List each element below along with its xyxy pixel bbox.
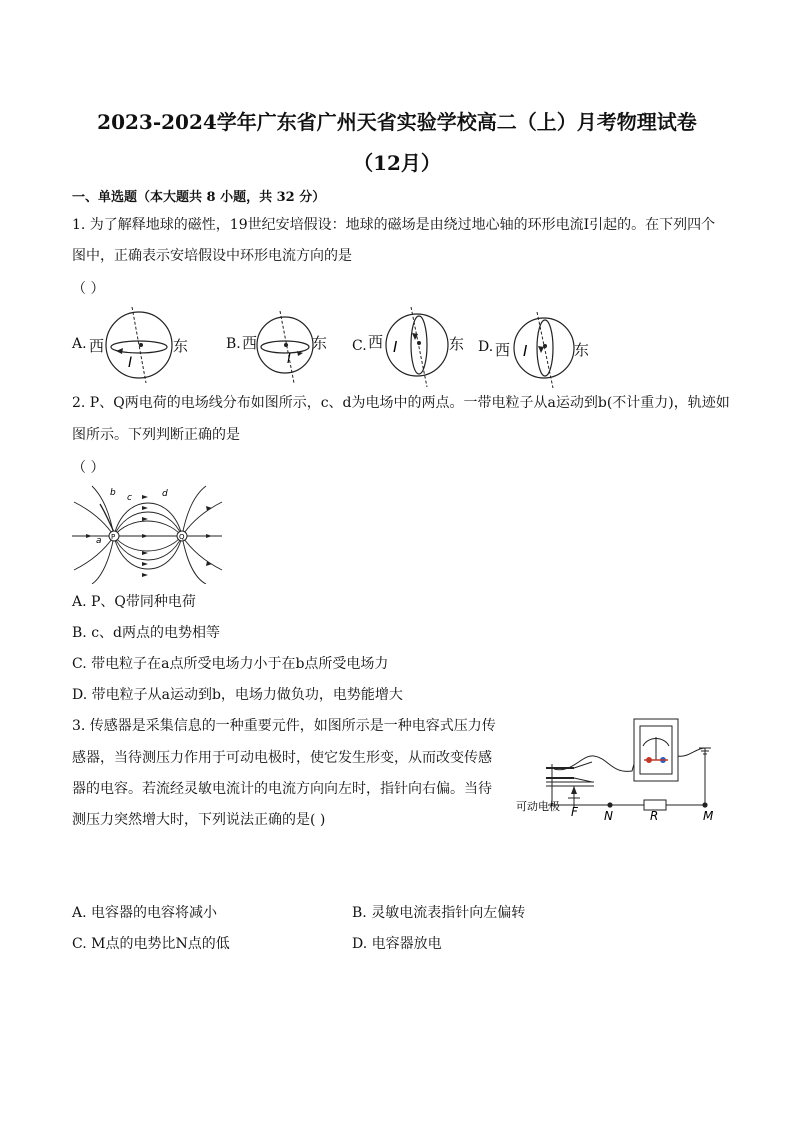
- q2-option-c[interactable]: C. 带电粒子在a点所受电场力小于在b点所受电场力: [72, 656, 389, 672]
- west-label: 西: [368, 333, 384, 351]
- point-b-label: b: [110, 488, 116, 498]
- q2-stem-line1: 2. P、Q两电荷的电场线分布如图所示，c、d为电场中的两点。一带电粒子从a运动到b(不计重力)，轨迹如: [72, 395, 730, 411]
- west-label: 西: [242, 334, 258, 352]
- section-heading: 一、单选题（本大题共 8 小题，共 32 分）: [72, 190, 326, 205]
- point-a-label: a: [96, 536, 102, 546]
- q1-answer-paren: （ ）: [72, 281, 105, 297]
- q1-option-a[interactable]: [72, 305, 202, 385]
- q1-option-d[interactable]: [478, 310, 608, 395]
- east-label: 东: [449, 335, 465, 353]
- charge-p-label: P: [111, 533, 116, 541]
- q3-stem-line2: 感器，当待测压力作用于可动电极时，使它发生形变，从而改变传感: [72, 750, 492, 766]
- current-label: I: [523, 342, 528, 360]
- east-label: 东: [312, 334, 328, 352]
- west-label: 西: [495, 341, 511, 359]
- point-c-label: c: [127, 493, 132, 503]
- q2-option-d[interactable]: D. 带电粒子从a运动到b，电场力做负功，电势能增大: [72, 687, 403, 703]
- q2-answer-paren: （ ）: [72, 460, 105, 476]
- option-letter: A.: [72, 336, 87, 352]
- q2-stem-line2: 图所示。下列判断正确的是: [72, 427, 240, 443]
- q1-option-c[interactable]: [352, 305, 472, 390]
- current-label: I: [128, 355, 133, 371]
- earth-current-diagram: [256, 307, 316, 387]
- q3-stem-line1: 3. 传感器是采集信息的一种重要元件，如图所示是一种电容式压力传: [72, 718, 496, 734]
- q2-option-b[interactable]: B. c、d两点的电势相等: [72, 625, 220, 641]
- option-letter: D.: [478, 339, 494, 355]
- earth-current-diagram: [385, 305, 450, 390]
- q1-stem-line1: 1. 为了解释地球的磁性，19世纪安培假设：地球的磁场是由绕过地心轴的环形电流I引起的。在下列四个: [72, 217, 716, 233]
- earth-current-diagram: [513, 310, 578, 390]
- q3-option-b[interactable]: B. 灵敏电流表指针向左偏转: [352, 905, 526, 921]
- force-f-label: F: [571, 805, 578, 819]
- q2-option-a[interactable]: A. P、Q带同种电荷: [72, 594, 196, 610]
- movable-electrode-label: 可动电极: [516, 800, 560, 813]
- paper-title: 2023-2024学年广东省广州天省实验学校高二（上）月考物理试卷: [97, 110, 697, 134]
- option-letter: C.: [352, 338, 367, 354]
- option-letter: B.: [226, 336, 241, 352]
- charge-q-label: Q: [179, 533, 185, 541]
- node-n-label: N: [604, 809, 613, 823]
- q3-stem-line4: 测压力突然增大时，下列说法正确的是( ): [72, 812, 326, 828]
- current-label: I: [287, 352, 291, 367]
- q3-option-a[interactable]: A. 电容器的电容将减小: [72, 905, 218, 921]
- q1-stem-line2: 图中，正确表示安培假设中环形电流方向的是: [72, 248, 352, 264]
- resistor-r-label: R: [650, 809, 659, 823]
- point-d-label: d: [162, 489, 168, 499]
- q3-option-d[interactable]: D. 电容器放电: [352, 936, 442, 952]
- q3-stem-line3: 器的电容。若流经灵敏电流计的电流方向向左时，指针向右偏。当待: [72, 781, 492, 797]
- capacitor-sensor-circuit: [512, 716, 732, 826]
- east-label: 东: [173, 337, 189, 355]
- field-lines-figure: [72, 484, 232, 584]
- current-label: I: [393, 338, 398, 356]
- paper-subtitle: （12月）: [353, 151, 441, 175]
- q1-option-b[interactable]: [226, 305, 336, 385]
- q3-option-c[interactable]: C. M点的电势比N点的低: [72, 936, 230, 952]
- node-m-label: M: [703, 809, 714, 823]
- earth-current-diagram: [102, 305, 177, 385]
- west-label: 西: [89, 337, 105, 355]
- east-label: 东: [574, 341, 590, 359]
